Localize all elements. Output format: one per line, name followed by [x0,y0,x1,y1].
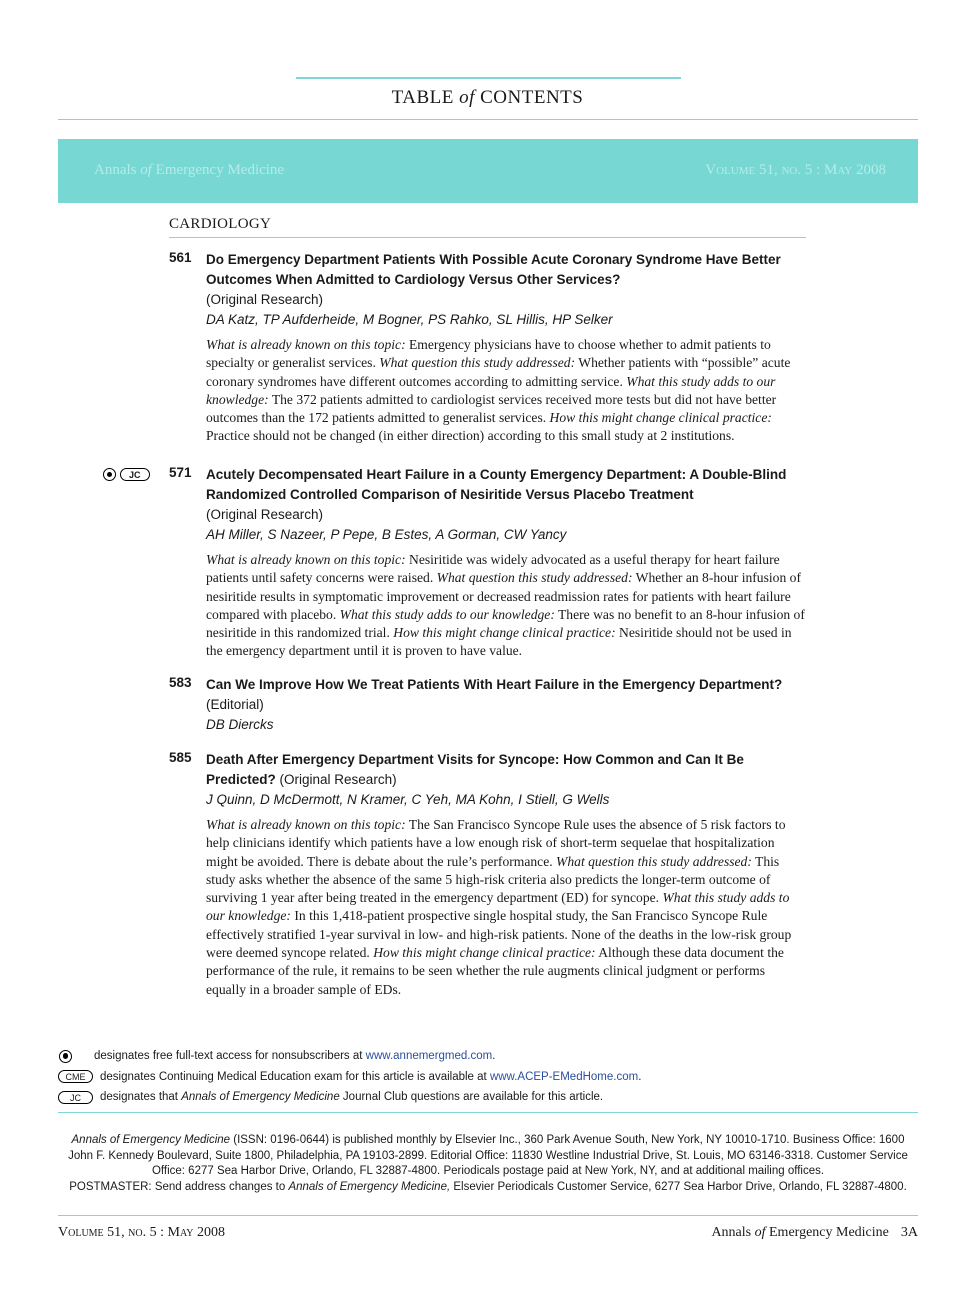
footer-issue-info: Volume 51, no. 5 : May 2008 [58,1225,225,1240]
article-title[interactable]: Do Emergency Department Patients With Possible Acute Coronary Syndrome Have Better Outcomes When Admitted to Cardiology Versus Other Services? [206,252,781,287]
section-divider [169,237,806,238]
page-title: TABLE of CONTENTS [391,87,584,108]
article-summary: What is already known on this topic: Nesiritide was widely advocated as a useful therapy for heart failure patients until safety concerns were raised. What question this study addressed: Whether an 8-hour infusion of nesiritide results in symptomatic improvement or decreased readmission rates for patients with heart failure compared with placebo. What this study adds to our knowledge: There was no benefit to an 8-hour infusion of nesiritide in this randomized trial. How this might change clinical practice: Nesiritide should not be used in the emergency department until it is proven to have value. [206,552,805,659]
article-title-line [206,750,805,790]
article-title[interactable]: Can We Improve How We Treat Patients With Heart Failure in the Emergency Department? [206,677,783,692]
open-access-icon [103,468,116,481]
legend-divider [58,1112,918,1113]
banner-issue-info: Volume 51, no. 5 : May 2008 [705,162,886,178]
journal-club-badge: JC [58,1091,93,1104]
legend-open-access: designates free full-text access for nonsubscribers at www.annemergmed.com. [58,1046,641,1067]
article-summary: What is already known on this topic: The San Francisco Syncope Rule uses the absence of 5 risk factors to help clinicians identify which patients have a low enough risk of short-term sequelae that hospitalization might be avoided. There is debate about the rule’s performance. What question this study addressed: This study asks whether the absence of the same 5 high-risk criteria also predicts the longer-term outcome of surviving 1 year after being treated in the emergency department (ED) for syncope. What this study adds to our knowledge: In this 1,418-patient prospective single hospital study, the San Francisco Syncope Rule effectively stratified 1-year survival in low- and high-risk patients. None of the deaths in the low-risk group were deemed syncope related. How this might change clinical practice: Although these data document the performance of the rule, it remains to be seen whether the rule augments clinical judgment or performs equally in a broader sample of EDs. [206,817,792,997]
article-page-number: 585 [169,750,192,765]
cme-link[interactable]: www.ACEP-EMedHome.com [489,1070,639,1083]
legend-cme: CME designates Continuing Medical Education exam for this article is available at www.ACEP-EMedHome.com. [58,1067,641,1088]
publisher-info: Annals of Emergency Medicine (ISSN: 0196-0644) is published monthly by Elsevier Inc., 360 Park Avenue South, New York, NY 10010-1710. Business Office: 1600 John F. Kennedy Boulevard, Suite 1800, Philadelphia, PA 19103-2899. Editorial Office: 11830 Westline Industrial Drive, St. Louis, MO 63146-3318. Customer Service Office: 6277 Sea Harbor Drive, Orlando, FL 32887-4800. Periodicals postage paid at New York, NY, and at additional mailing offices. POSTMASTER: Send address changes to Annals of Emergency Medicine, Elsevier Periodicals Customer Service, 6277 Sea Harbor Drive, Orlando, FL 32887-4800. [68,1134,908,1193]
article-title[interactable]: Death After Emergency Department Visits for Syncope: How Common and Can It Be Predicted? [206,752,744,787]
article-summary: What is already known on this topic: Emergency physicians have to choose whether to admit patients to specialty or generalist services. What question this study addressed: Whether patients with “possible” acute coronary syndromes have different outcomes according to admitting service. What this study adds to our knowledge: The 372 patients admitted to cardiologist services received more tests but did not have better outcomes than the 172 patients admitted to generalist services. How this might change clinical practice: Practice should not be changed (in either direction) according to this small study at 2 institutions. [206,337,791,444]
article-authors: AH Miller, S Nazeer, P Pepe, B Estes, A Gorman, CW Yancy [206,527,567,542]
article-authors: J Quinn, D McDermott, N Kramer, C Yeh, MA Kohn, I Stiell, G Wells [206,792,610,807]
footer-divider [58,1215,918,1216]
footer-journal: Annals of Emergency Medicine 3A [711,1225,918,1240]
article-title-line [206,675,805,715]
open-access-link[interactable]: www.annemergmed.com [365,1050,493,1063]
issue-banner [58,139,918,203]
cme-badge: CME [58,1070,93,1083]
article-authors: DB Diercks [206,717,274,732]
heading-divider [58,119,918,120]
legend-journal-club: JC designates that Annals of Emergency Medicine Journal Club questions are available for this article. [58,1087,641,1108]
article-page-number: 583 [169,675,192,690]
journal-club-badge: JC [120,468,150,481]
page-number: 3A [900,1225,918,1240]
article-title[interactable]: Acutely Decompensated Heart Failure in a County Emergency Department: A Double-Blind Randomized Controlled Comparison of Nesiritide Versus Placebo Treatment [206,467,787,502]
article-type: (Original Research) [206,507,324,522]
article-type: (Original Research) [275,772,397,787]
top-divider [296,77,681,79]
article-authors: DA Katz, TP Aufderheide, M Bogner, PS Rahko, SL Hillis, HP Selker [206,312,613,327]
open-access-icon [59,1050,72,1063]
section-title: CARDIOLOGY [169,216,272,232]
article-page-number: 561 [169,250,192,265]
article-page-number: 571 [169,465,192,480]
article-type: (Editorial) [206,697,264,712]
banner-journal-name: Annals of Emergency Medicine [94,162,285,178]
badge-legend [58,1046,641,1108]
article-type: (Original Research) [206,292,324,307]
